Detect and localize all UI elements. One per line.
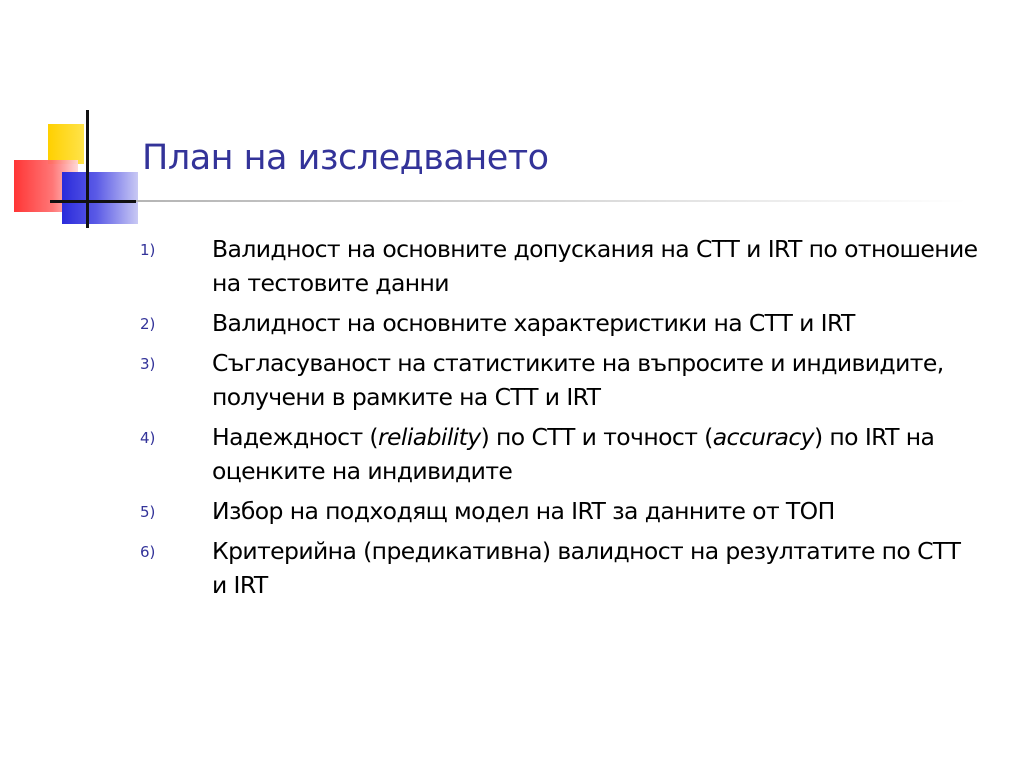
slide-title: План на изследването bbox=[142, 138, 549, 178]
list-item-number: 5) bbox=[140, 503, 156, 521]
numbered-list bbox=[140, 232, 980, 608]
text-segment: Надеждност ( bbox=[212, 423, 378, 451]
list-item-text bbox=[212, 534, 980, 602]
text-segment: Критерийна (предикативна) валидност на резултатите по СТТ и IRT bbox=[212, 537, 961, 599]
text-segment: ) по IRT на оценките на индивидите bbox=[212, 423, 935, 485]
list-item-number: 6) bbox=[140, 543, 156, 561]
text-segment: ) по СТТ и точност ( bbox=[480, 423, 713, 451]
list-item-number: 3) bbox=[140, 355, 156, 373]
yellow-square bbox=[48, 124, 84, 164]
vertical-line bbox=[86, 110, 89, 228]
text-segment: Избор на подходящ модел на IRT за данните от ТОП bbox=[212, 497, 835, 525]
list-item-text bbox=[212, 494, 980, 528]
text-segment: Съгласуваност на статистиките на въпросите и индивидите, получени в рамките на СТТ и IRT bbox=[212, 349, 944, 411]
list-item bbox=[140, 420, 980, 488]
list-item bbox=[140, 534, 980, 602]
list-item bbox=[140, 306, 980, 340]
list-item-text bbox=[212, 232, 980, 300]
horizontal-line bbox=[50, 200, 136, 203]
list-item-text bbox=[212, 420, 980, 488]
text-segment: Валидност на основните допускания на СТТ и IRT по отношение на тестовите данни bbox=[212, 235, 978, 297]
italic-term: reliability bbox=[378, 423, 481, 451]
italic-term: accuracy bbox=[712, 423, 814, 451]
title-divider bbox=[136, 200, 966, 202]
colored-squares-logo-icon bbox=[0, 100, 140, 230]
list-item bbox=[140, 232, 980, 300]
list-item bbox=[140, 346, 980, 414]
list-item bbox=[140, 494, 980, 528]
text-segment: Валидност на основните характеристики на СТТ и IRT bbox=[212, 309, 855, 337]
list-item-number: 1) bbox=[140, 241, 156, 259]
blue-square bbox=[62, 172, 138, 224]
list-item-text bbox=[212, 306, 980, 340]
list-item-number: 2) bbox=[140, 315, 156, 333]
list-item-text bbox=[212, 346, 980, 414]
list-item-number: 4) bbox=[140, 429, 156, 447]
